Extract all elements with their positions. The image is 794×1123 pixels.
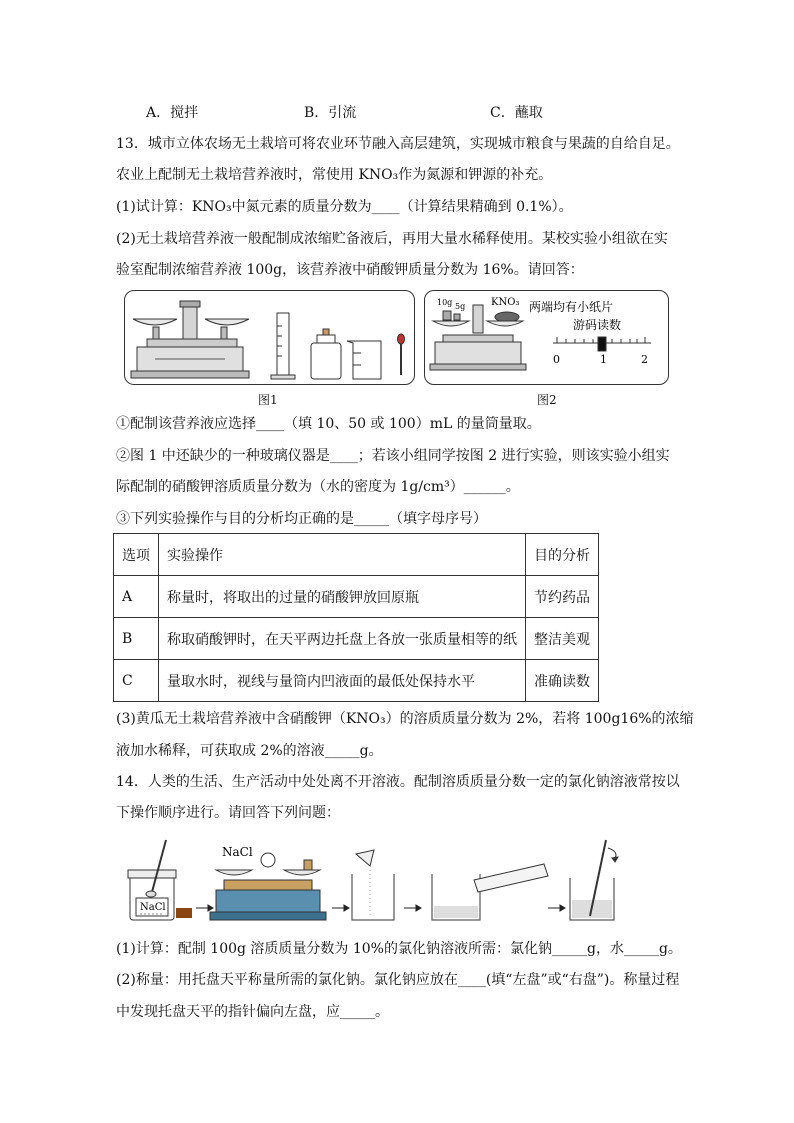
q14-intro-line2: 下操作顺序进行。请回答下列问题： xyxy=(116,805,340,821)
kno3-label: KNO₃ xyxy=(491,297,520,308)
table-row xyxy=(114,618,599,660)
figure-2 xyxy=(424,290,669,385)
note-rider-reading: 游码读数 xyxy=(573,318,622,332)
graduated-cylinder-icon xyxy=(271,313,295,379)
jar-nacl-label: NaCl xyxy=(140,902,166,913)
balance-icon xyxy=(210,853,326,920)
q13-part1: (1)试计算：KNO₃中氮元素的质量分数为____（计算结果精确到 0.1%）。 xyxy=(116,199,573,215)
q13-sub2-line1: ②图 1 中还缺少的一种玻璃仪器是____；若该小组同学按图 2 进行实验，则该实验小组实 xyxy=(116,448,670,464)
table-row xyxy=(114,576,599,618)
figure-2-caption: 图2 xyxy=(537,393,557,407)
arrow-icon xyxy=(332,905,349,911)
table-cell: C xyxy=(114,660,159,702)
q13-intro-line2: 农业上配制无土栽培营养液时，常使用 KNO₃作为氮源和钾源的补充。 xyxy=(116,167,553,183)
q13-intro-line1: 13．城市立体农场无土栽培可将农业环节融入高层建筑，实现城市粮食与果蔬的自给自足。 xyxy=(116,136,680,152)
stirring-beaker-icon xyxy=(570,840,618,920)
scale-label-1: 1 xyxy=(600,353,607,366)
table-header: 实验操作 xyxy=(159,534,526,576)
weight-10g-label: 10g xyxy=(437,298,453,307)
q13-part3-line2: 液加水稀释，可获取成 2%的溶液_____g。 xyxy=(116,743,383,759)
q14-procedure-figure xyxy=(124,834,644,924)
balance-icon xyxy=(131,301,249,378)
figure-1-caption: 图1 xyxy=(258,393,278,407)
stopper-icon xyxy=(176,908,192,918)
arrow-icon xyxy=(196,905,213,911)
table-row xyxy=(114,660,599,702)
q13-part2-line2: 验室配制浓缩营养液 100g，该营养液中硝酸钾质量分数为 16%。请回答： xyxy=(116,262,584,278)
balance-with-weights-icon xyxy=(430,305,526,370)
beaker-pouring-icon xyxy=(352,850,394,920)
table-cell: A xyxy=(114,576,159,618)
dropper-icon xyxy=(398,334,405,375)
arrow-icon xyxy=(548,905,565,911)
option-b: B．引流 xyxy=(304,105,357,121)
table-cell: 称取硝酸钾时，在天平两边托盘上各放一张质量相等的纸 xyxy=(159,618,526,660)
arrow-icon xyxy=(404,905,421,911)
rider-scale xyxy=(553,337,651,351)
table-header: 选项 xyxy=(114,534,159,576)
option-c: C．蘸取 xyxy=(490,105,543,121)
figure-1-drawing xyxy=(125,291,414,384)
balance-nacl-label: NaCl xyxy=(222,845,253,859)
reagent-bottle-icon xyxy=(311,329,341,379)
q14-part2-line2: 中发现托盘天平的指针偏向左盘，应_____。 xyxy=(116,1004,389,1020)
table-cell: 称量时，将取出的过量的硝酸钾放回原瓶 xyxy=(159,576,526,618)
q13-part3-line1: (3)黄瓜无土栽培营养液中含硝酸钾（KNO₃）的溶质质量分数为 2%，若将 100g16%的浓缩 xyxy=(116,711,694,727)
note-paper-both-sides: 两端均有小纸片 xyxy=(529,300,614,314)
operations-table xyxy=(113,533,599,702)
q14-part1: (1)计算：配制 100g 溶质质量分数为 10%的氯化钠溶液所需：氯化钠_____g，水_____g。 xyxy=(116,941,682,957)
table-cell: B xyxy=(114,618,159,660)
q13-sub3: ③下列实验操作与目的分析均正确的是_____（填字母序号） xyxy=(116,511,487,527)
beaker-icon xyxy=(347,341,381,379)
q14-part2-line1: (2)称量：用托盘天平称量所需的氯化钠。氯化钠应放在____(填“左盘”或“右盘”)。称量过程 xyxy=(116,972,680,988)
table-cell: 整洁美观 xyxy=(526,618,599,660)
rider-marker xyxy=(598,337,606,351)
scale-label-0: 0 xyxy=(553,353,560,366)
table-cell: 节约药品 xyxy=(526,576,599,618)
scale-label-2: 2 xyxy=(641,353,648,366)
table-cell: 量取水时，视线与量筒内凹液面的最低处保持水平 xyxy=(159,660,526,702)
table-cell: 准确读数 xyxy=(526,660,599,702)
figure-1 xyxy=(124,290,415,385)
q14-intro-line1: 14．人类的生活、生产活动中处处离不开溶液。配制溶质质量分数一定的氯化钠溶液常按以 xyxy=(116,774,680,790)
q13-sub1: ①配制该营养液应选择____（填 10、50 或 100）mL 的量筒量取。 xyxy=(116,416,541,432)
q13-part2-line1: (2)无土栽培营养液一般配制成浓缩贮备液后，再用大量水稀释使用。某校实验小组欲在实 xyxy=(116,231,668,247)
cylinder-pouring-icon xyxy=(432,864,548,920)
figure-2-drawing xyxy=(425,291,668,384)
table-header-row xyxy=(114,534,599,576)
table-header: 目的分析 xyxy=(526,534,599,576)
option-a: A．搅拌 xyxy=(146,105,199,121)
q13-sub2-line2: 际配制的硝酸钾溶质质量分数为（水的密度为 1g/cm³）______。 xyxy=(116,479,520,495)
weight-5g-label: 5g xyxy=(455,302,466,311)
